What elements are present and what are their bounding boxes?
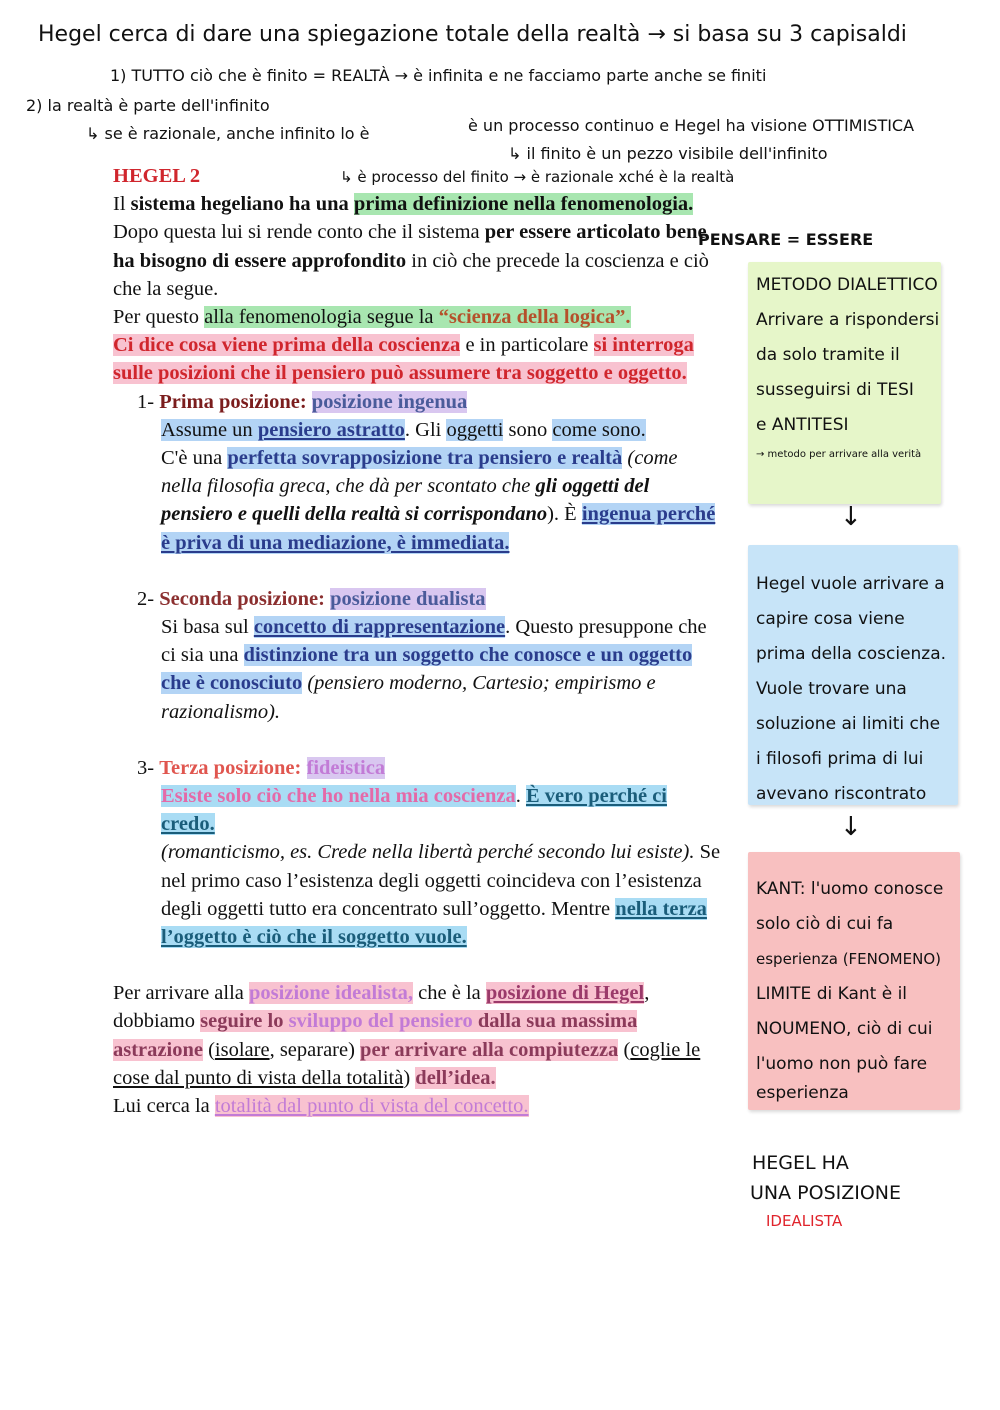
highlight-pink: si interroga sulle posizioni che il pensiero può assumere tra soggetto e oggetto. [113, 334, 694, 385]
note-line: i filosofi prima di lui [756, 749, 924, 769]
arrow-down-icon: ↓ [840, 502, 862, 532]
highlight-green: prima definizione nella fenomenologia. [353, 193, 694, 216]
highlight-pink-bold: per arrivare alla compiutezza [360, 1038, 619, 1061]
text: ( [202, 1038, 215, 1061]
note-line: KANT: l'uomo conosce [756, 879, 944, 899]
highlight-blue: oggetti [446, 418, 504, 441]
note-line: da solo tramite il [756, 345, 900, 365]
handwritten-header-line-2: 1) TUTTO ciò che è finito = REALTÀ → è infinita e ne facciamo parte anche se finiti [110, 66, 767, 85]
position-2-body [113, 613, 723, 726]
position-1-detail [113, 444, 723, 557]
highlight-pink-bold: dalla sua massima astrazione [113, 1010, 638, 1061]
text: ). È [547, 503, 582, 526]
text: Per arrivare alla [113, 982, 250, 1005]
text: . Gli [404, 418, 447, 441]
highlight-pink-underlined: totalità dal punto di vista del concetto. [214, 1095, 529, 1118]
handwritten-header-line-3: 2) la realtà è parte dell'infinito [26, 96, 270, 115]
side-label-hegel-posizione-1: HEGEL HA [752, 1152, 849, 1174]
note-kant-limite [748, 852, 960, 1110]
text: Lui cerca la [113, 1095, 215, 1118]
note-line: METODO DIALETTICO [756, 275, 938, 295]
text: Se nel primo caso l’esistenza degli oggetti coincideva con l’esistenza degli oggetti tutto era concentrato sull’oggetto. Mentre [161, 841, 721, 920]
text: ) [403, 1066, 416, 1089]
highlight-pink-underlined: posizione di Hegel [485, 982, 645, 1005]
paragraph-coscienza [113, 331, 723, 387]
text-underlined: isolare [214, 1038, 270, 1061]
position-3-detail [113, 838, 723, 951]
text: sono [503, 418, 553, 441]
text: Per questo [113, 306, 205, 329]
position-label: Seconda posizione: [159, 587, 325, 610]
text: C'è una [161, 447, 228, 470]
position-1-heading [113, 388, 723, 416]
highlight-green: alla fenomenologia segue la [204, 306, 439, 329]
text: Il [113, 193, 131, 216]
text: Si basa sul [161, 616, 254, 639]
position-2-heading [113, 585, 723, 613]
position-label: Terza posizione: [159, 756, 302, 779]
paragraph-system [113, 218, 723, 303]
text: in ciò che precede la coscienza e ciò che la segue. [113, 249, 709, 300]
handwritten-header-line-1: Hegel cerca di dare una spiegazione totale della realtà → si basa su 3 capisaldi [38, 22, 907, 47]
handwritten-header-line-7: ↳ è processo del finito → è razionale xché è la realtà [340, 168, 735, 186]
note-line: soluzione ai limiti che [756, 714, 941, 734]
note-line: Hegel vuole arrivare a [756, 574, 945, 594]
note-hegel-coscienza [748, 545, 958, 805]
note-line: l'uomo non può fare [756, 1054, 928, 1074]
text: . [515, 785, 526, 808]
doc-title [113, 162, 723, 190]
position-1-body [113, 416, 723, 444]
position-3-heading [113, 754, 723, 782]
highlight-blue-bold: perfetta sovrapposizione tra pensiero e realtà [227, 447, 623, 470]
document-body [113, 162, 723, 1120]
highlight-violet: fideistica [306, 756, 386, 779]
handwritten-header-line-5: è un processo continuo e Hegel ha visione OTTIMISTICA [468, 116, 915, 135]
text: ( [618, 1038, 631, 1061]
text: . Questo presuppone che ci sia una [161, 616, 707, 667]
text-bold: per essere articolato bene ha bisogno di essere approfondito [113, 221, 707, 272]
text: e in particolare [460, 334, 594, 357]
position-label: Prima posizione: [159, 390, 307, 413]
handwritten-header-line-4: ↳ se è razionale, anche infinito lo è [86, 124, 370, 143]
note-line: susseguirsi di TESI [756, 380, 914, 400]
text: che è la [413, 982, 486, 1005]
text-underlined: coglie le cose dal punto di vista della totalità [113, 1038, 701, 1089]
highlight-pink: Ci dice cosa viene prima della coscienza [113, 334, 461, 357]
highlight-pink-bold: dell’idea. [415, 1066, 496, 1089]
note-line: LIMITE di Kant è il [756, 984, 908, 1004]
title-text: HEGEL 2 [113, 165, 201, 187]
highlight-cyan-underlined: nella terza l’oggetto è ciò che il soggetto vuole. [161, 897, 707, 949]
text-bold-italic: gli oggetti del pensiero e quelli della realtà si corrispondano [161, 475, 650, 526]
highlight-pink-bold: sviluppo del pensiero [288, 1010, 473, 1033]
paragraph-logic [113, 303, 723, 331]
note-line: esperienza [756, 1083, 849, 1103]
text: , dobbiamo [113, 982, 650, 1033]
highlight-blue-underlined: ingenua perché è priva di una mediazione, è immediata. [161, 503, 716, 554]
highlight-green-bold: “scienza della logica”. [438, 306, 631, 329]
text-bold: sistema hegeliano ha una [130, 193, 349, 216]
note-line: NOUMENO, ciò di cui [756, 1019, 933, 1039]
note-line: avevano riscontrato [756, 784, 927, 804]
note-line: → metodo per arrivare alla verità [756, 449, 922, 460]
highlight-violet: posizione ingenua [311, 390, 468, 413]
highlight-blue-underlined: pensiero astratto [257, 418, 405, 441]
paragraph-totalita [113, 1092, 723, 1120]
paragraph-intro [113, 190, 723, 218]
note-line: prima della coscienza. [756, 644, 947, 664]
highlight-blue: come sono. [552, 418, 646, 441]
text-italic: (come nella filosofia greca, che dà per scontato che [161, 447, 678, 498]
side-label-pensare-essere: PENSARE = ESSERE [698, 230, 874, 249]
highlight-blue-bold: distinzione tra un soggetto che conosce e un oggetto che è conosciuto [161, 644, 693, 695]
note-line: esperienza (FENOMENO) [756, 950, 941, 968]
highlight-cyan: Esiste solo ciò che ho nella mia coscienza [161, 785, 516, 808]
highlight-cyan-underlined: È vero perché ci credo. [161, 785, 667, 836]
note-metodo-dialettico [748, 262, 941, 504]
list-number: 2- [137, 587, 160, 610]
highlight-pink-bold: seguire lo [200, 1010, 289, 1033]
text-italic: (pensiero moderno, Cartesio; empirismo e razionalismo). [161, 672, 656, 723]
text-italic: (romanticismo, es. Crede nella libertà perché secondo lui esiste). [161, 841, 695, 864]
side-label-idealista: IDEALISTA [766, 1212, 843, 1230]
text: Dopo questa lui si rende conto che il sistema [113, 221, 485, 244]
highlight-violet: posizione dualista [330, 587, 486, 610]
note-line: solo ciò di cui fa [756, 914, 894, 934]
list-number: 1- [137, 390, 160, 413]
highlight-blue: Assume un [161, 418, 258, 441]
arrow-down-icon: ↓ [840, 812, 862, 842]
highlight-blue-underlined: concetto di rappresentazione [253, 616, 506, 639]
handwritten-header-line-6: ↳ il finito è un pezzo visibile dell'infinito [508, 144, 828, 163]
highlight-pink: posizione idealista, [249, 982, 414, 1005]
side-label-hegel-posizione-2: UNA POSIZIONE [750, 1182, 902, 1204]
position-3-body [113, 782, 723, 838]
text: , separare) [269, 1038, 361, 1061]
note-line: capire cosa viene [756, 609, 905, 629]
paragraph-idealista [113, 979, 723, 1092]
list-number: 3- [137, 756, 160, 779]
note-line: Arrivare a rispondersi [756, 310, 940, 330]
note-line: e ANTITESI [756, 415, 849, 435]
note-line: Vuole trovare una [756, 679, 907, 699]
